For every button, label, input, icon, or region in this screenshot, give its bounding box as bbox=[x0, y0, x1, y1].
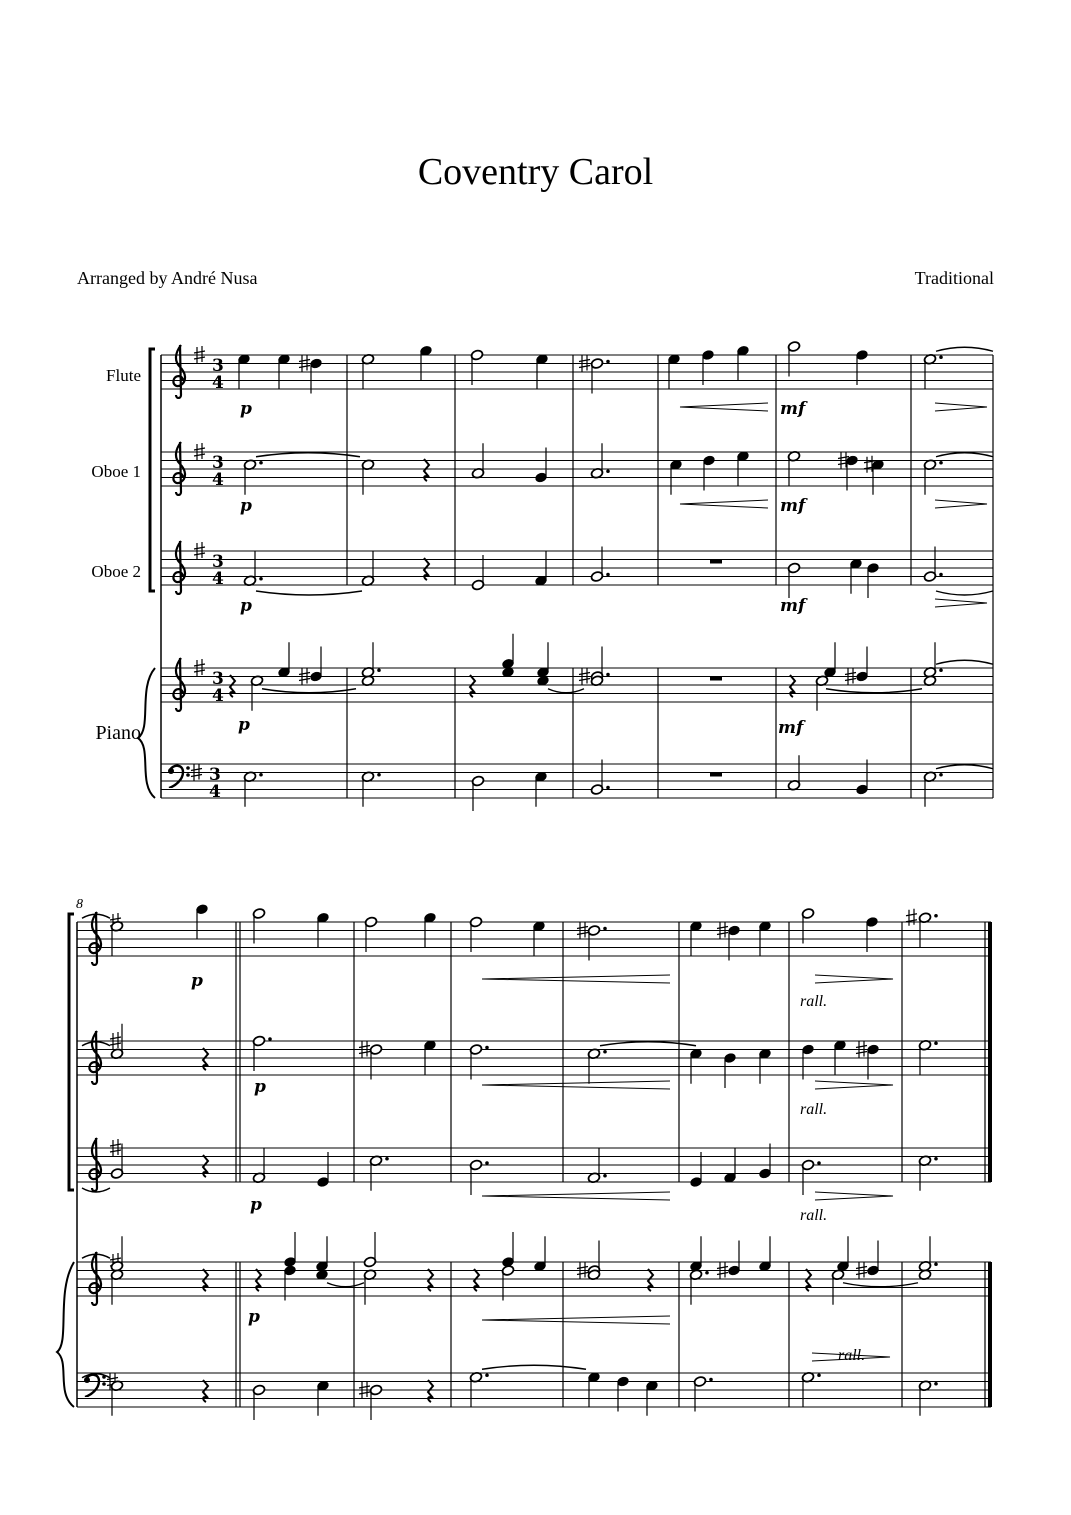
crescendo-hairpin bbox=[482, 1081, 670, 1089]
time-signature-top: 3 bbox=[212, 356, 224, 376]
diminuendo-hairpin bbox=[815, 1192, 893, 1200]
time-signature-bottom: 4 bbox=[212, 470, 224, 490]
dynamic-p: p bbox=[238, 715, 250, 735]
augmentation-dot bbox=[603, 1174, 607, 1178]
crescendo-hairpin bbox=[482, 1316, 670, 1324]
tie bbox=[826, 689, 922, 693]
tie bbox=[482, 1365, 586, 1369]
augmentation-dot bbox=[606, 469, 610, 473]
instrument-label-flute: Flute bbox=[106, 366, 141, 385]
ensemble-bracket bbox=[150, 349, 155, 591]
whole-rest bbox=[710, 677, 722, 681]
rall-marking: rall. bbox=[800, 1207, 828, 1224]
tie bbox=[936, 660, 993, 664]
dynamic-p: p bbox=[191, 971, 203, 991]
augmentation-dot bbox=[817, 1373, 821, 1377]
tie bbox=[327, 1283, 364, 1287]
time-signature-bottom: 4 bbox=[212, 373, 224, 393]
time-signature-bottom: 4 bbox=[212, 569, 224, 589]
rall-marking: rall. bbox=[800, 993, 828, 1010]
augmentation-dot bbox=[606, 573, 610, 577]
tie bbox=[936, 347, 993, 351]
crescendo-hairpin bbox=[680, 403, 768, 411]
dynamic-mf: mf bbox=[778, 718, 804, 738]
augmentation-dot bbox=[606, 673, 610, 677]
diminuendo-hairpin bbox=[815, 975, 893, 983]
crescendo-hairpin bbox=[482, 975, 670, 983]
tie bbox=[936, 453, 993, 457]
augmentation-dot bbox=[485, 1046, 489, 1050]
augmentation-dot bbox=[939, 773, 943, 777]
rall-marking: rall. bbox=[838, 1347, 866, 1364]
time-signature-top: 3 bbox=[212, 552, 224, 572]
time-signature-bottom: 4 bbox=[209, 782, 221, 802]
time-signature-top: 3 bbox=[209, 765, 221, 785]
dynamic-mf: mf bbox=[780, 596, 806, 616]
diminuendo-hairpin bbox=[935, 500, 987, 508]
augmentation-dot bbox=[939, 668, 943, 672]
tie bbox=[256, 591, 362, 595]
augmentation-dot bbox=[606, 786, 610, 790]
composer-credit: Traditional bbox=[914, 268, 994, 288]
augmentation-dot bbox=[377, 773, 381, 777]
dynamic-p: p bbox=[250, 1195, 262, 1215]
augmentation-dot bbox=[606, 360, 610, 364]
bass-clef bbox=[84, 1375, 106, 1397]
augmentation-dot bbox=[939, 573, 943, 577]
augmentation-dot bbox=[934, 1157, 938, 1161]
augmentation-dot bbox=[934, 1262, 938, 1266]
augmentation-dot bbox=[268, 1037, 272, 1041]
augmentation-dot bbox=[603, 1050, 607, 1054]
whole-rest bbox=[710, 773, 722, 777]
tie bbox=[548, 689, 584, 693]
augmentation-dot bbox=[485, 1161, 489, 1165]
time-signature-top: 3 bbox=[212, 669, 224, 689]
dynamic-p: p bbox=[240, 496, 252, 516]
dynamic-p: p bbox=[254, 1077, 266, 1097]
instrument-label-piano: Piano bbox=[95, 722, 141, 744]
tie bbox=[936, 765, 993, 769]
augmentation-dot bbox=[817, 1161, 821, 1165]
measure-number: 8 bbox=[76, 897, 83, 912]
tie bbox=[843, 1283, 918, 1287]
augmentation-dot bbox=[603, 927, 607, 931]
augmentation-dot bbox=[385, 1157, 389, 1161]
augmentation-dot bbox=[934, 1041, 938, 1045]
augmentation-dot bbox=[939, 461, 943, 465]
instrument-label-oboe2: Oboe 2 bbox=[91, 562, 141, 581]
bass-clef bbox=[168, 766, 190, 788]
piano-brace bbox=[57, 1262, 74, 1407]
augmentation-dot bbox=[259, 461, 263, 465]
time-signature-bottom: 4 bbox=[212, 686, 224, 706]
instrument-label-oboe1: Oboe 1 bbox=[91, 462, 141, 481]
piano-brace bbox=[138, 668, 155, 798]
diminuendo-hairpin bbox=[935, 599, 987, 607]
dynamic-p: p bbox=[240, 596, 252, 616]
score-title: Coventry Carol bbox=[417, 151, 654, 193]
dynamic-p: p bbox=[240, 399, 252, 419]
time-signature-top: 3 bbox=[212, 453, 224, 473]
sharp-accidental bbox=[906, 909, 917, 926]
rall-marking: rall. bbox=[800, 1101, 828, 1118]
augmentation-dot bbox=[705, 1271, 709, 1275]
ensemble-bracket bbox=[69, 914, 74, 1190]
tie bbox=[256, 453, 360, 457]
dynamic-p: p bbox=[248, 1307, 260, 1327]
augmentation-dot bbox=[259, 577, 263, 581]
tie bbox=[262, 689, 356, 693]
diminuendo-hairpin bbox=[815, 1081, 893, 1089]
augmentation-dot bbox=[377, 668, 381, 672]
diminuendo-hairpin bbox=[935, 403, 987, 411]
dynamic-mf: mf bbox=[780, 496, 806, 516]
tie bbox=[936, 591, 993, 595]
augmentation-dot bbox=[939, 355, 943, 359]
crescendo-hairpin bbox=[680, 500, 768, 508]
augmentation-dot bbox=[934, 914, 938, 918]
crescendo-hairpin bbox=[482, 1192, 670, 1200]
dynamic-mf: mf bbox=[780, 399, 806, 419]
augmentation-dot bbox=[485, 1373, 489, 1377]
arranger-credit: Arranged by André Nusa bbox=[77, 268, 258, 288]
augmentation-dot bbox=[259, 773, 263, 777]
whole-rest bbox=[710, 560, 722, 564]
augmentation-dot bbox=[934, 1382, 938, 1386]
augmentation-dot bbox=[709, 1378, 713, 1382]
tie bbox=[600, 1042, 696, 1046]
